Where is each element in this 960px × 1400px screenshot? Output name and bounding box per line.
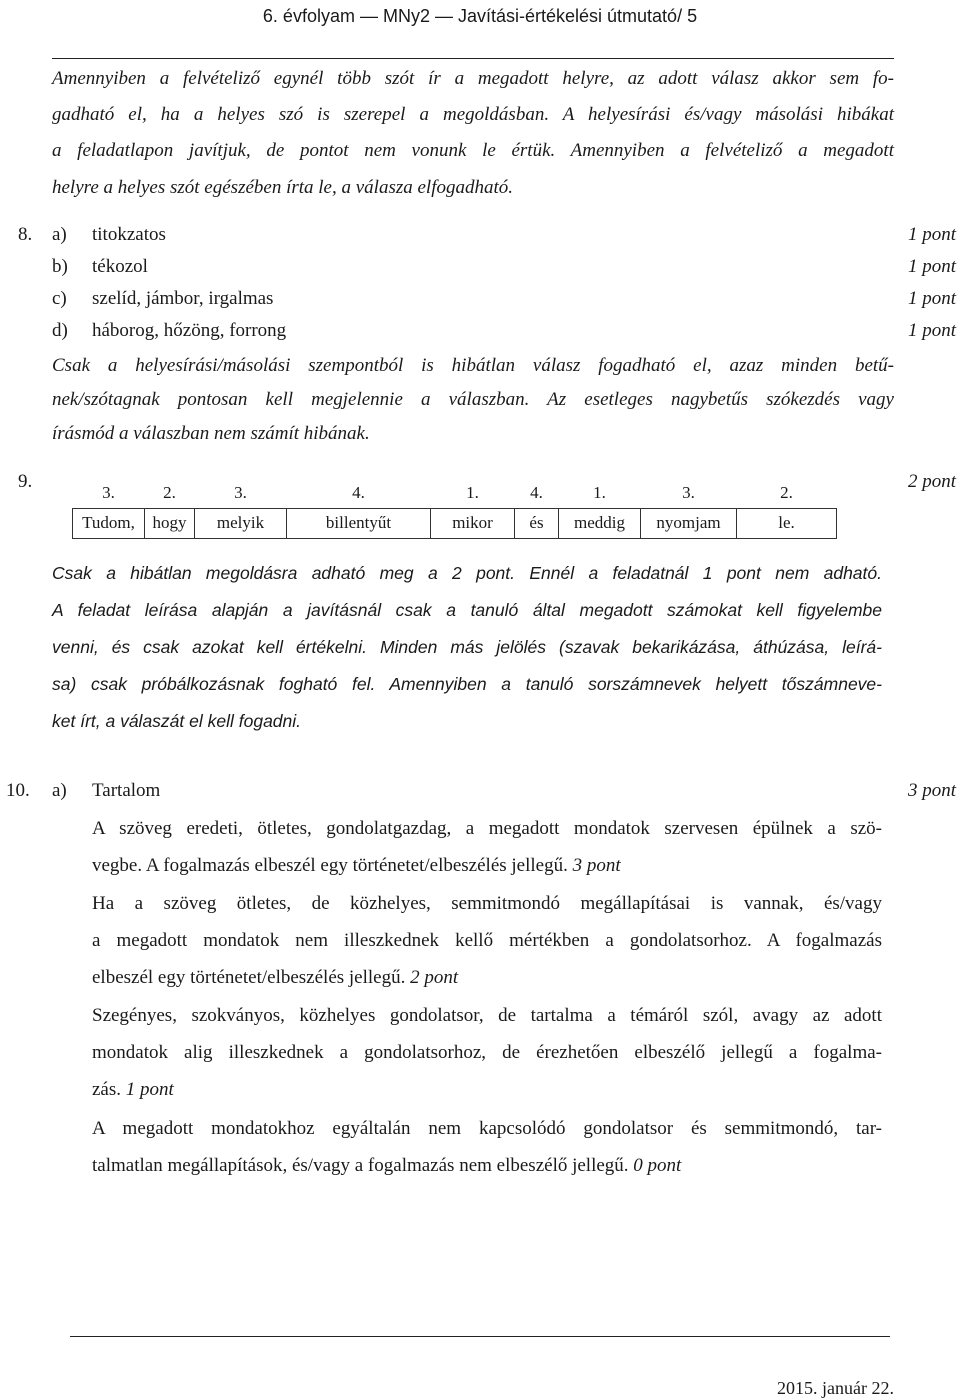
criterion-text: zás. [92, 1079, 122, 1100]
task-points: 3 pont [907, 780, 956, 801]
item-answer: háborog, hőzöng, forrong [92, 320, 287, 341]
order-number: 1. [593, 482, 606, 502]
word-cell: melyik [195, 508, 287, 538]
task-9-note-line: A feladat leírása alapján a javításnál csak a tanuló által megadott számokat kell figyelembe [52, 600, 882, 620]
criterion-line: A megadott mondatokhoz egyáltalán nem kapcsolódó gondolatsor és semmitmondó, tar- [92, 1118, 882, 1139]
criterion-line [92, 847, 621, 884]
item-points: 1 pont [907, 256, 956, 277]
task-points: 2 pont [907, 471, 956, 492]
criterion-line: mondatok alig illeszkednek a gondolatsorhoz, de érezhetően elbeszélő jellegű a fogalma- [92, 1042, 882, 1063]
intro-line: gadható el, ha a helyes szó is szerepel a megoldásban. A helyesírási és/vagy másolási hibákat [52, 104, 894, 125]
order-number: 4. [352, 482, 365, 502]
criterion-text: vegbe. A fogalmazás elbeszél egy történetet/elbeszélés jellegű. [92, 855, 568, 876]
intro-line: a feladatlapon javítjuk, de pontot nem vonunk le értük. Amennyiben a felvételiző a megadott [52, 140, 894, 161]
intro-line: Amennyiben a felvételiző egynél több szót ír a megadott helyre, az adott válasz akkor sem fo- [52, 68, 894, 89]
word-cell: hogy [145, 508, 195, 538]
task-number: 9. [18, 471, 33, 492]
order-number: 1. [466, 482, 479, 502]
task-number: 10. [6, 780, 30, 801]
order-number: 3. [682, 482, 695, 502]
word-cell: és [515, 508, 559, 538]
item-points: 1 pont [907, 320, 956, 341]
task-9-note-line: Csak a hibátlan megoldásra adható meg a 2 pont. Ennél a feladatnál 1 pont nem adható. [52, 563, 882, 583]
item-points: 1 pont [907, 288, 956, 309]
word-cell: mikor [431, 508, 515, 538]
word-cell: nyomjam [641, 508, 737, 538]
criterion-line [92, 1147, 681, 1184]
task-9-note-line: sa) csak próbálkozásnak fogható fel. Amennyiben a tanuló sorszámnevek helyett tőszámneve- [52, 674, 882, 694]
order-number: 3. [234, 482, 247, 502]
item-letter: d) [52, 320, 68, 341]
intro-line: helyre a helyes szót egészében írta le, a válasza elfogadható. [52, 177, 514, 198]
item-letter: b) [52, 256, 68, 277]
criterion-score: 1 pont [125, 1079, 174, 1100]
words-row [73, 508, 837, 538]
item-points: 1 pont [907, 224, 956, 245]
criterion-text: talmatlan megállapítások, és/vagy a fogalmazás nem elbeszélő jellegű. [92, 1155, 629, 1176]
word-cell: meddig [559, 508, 641, 538]
order-number: 4. [530, 482, 543, 502]
criterion-line: A szöveg eredeti, ötletes, gondolatgazdag, a megadott mondatok szervesen épülnek a szö- [92, 818, 882, 839]
task-9-note-line: venni, és csak azokat kell értékelni. Minden más jelölés (szavak bekarikázása, áthúzása, leírá- [52, 637, 882, 657]
word-cell: le. [737, 508, 837, 538]
criterion-line: a megadott mondatok nem illeszkednek kellő mértékben a gondolatsorhoz. A fogalmazás [92, 930, 882, 951]
item-answer: titokzatos [92, 224, 166, 245]
word-cell: billentyűt [287, 508, 431, 538]
criterion-score: 2 pont [410, 967, 459, 988]
criterion-line: Ha a szöveg ötletes, de közhelyes, semmitmondó megállapításai is vannak, és/vagy [92, 893, 882, 914]
item-letter: c) [52, 288, 67, 309]
word-order-table [72, 478, 837, 539]
item-letter: a) [52, 780, 67, 801]
criterion-line: Szegényes, szokványos, közhelyes gondolatsor, de tartalma a témáról szól, avagy az adott [92, 1005, 882, 1026]
order-number: 2. [780, 482, 793, 502]
item-letter: a) [52, 224, 67, 245]
task-number: 8. [18, 224, 33, 245]
header-rule [52, 58, 894, 59]
page-header: 6. évfolyam — MNy2 — Javítási-értékelési útmutató/ 5 [262, 6, 698, 26]
order-numbers-row [73, 478, 837, 508]
item-answer: tékozol [92, 256, 148, 277]
task-8-note-line: Csak a helyesírási/másolási szempontból is hibátlan válasz fogadható el, azaz minden betű- [52, 355, 894, 376]
footer-date: 2015. január 22. [777, 1378, 894, 1398]
task-8-note-line: nek/szótagnak pontosan kell megjelennie a válaszban. Az esetleges nagybetűs szókezdés vagy [52, 389, 894, 410]
task-9-note-line: ket írt, a válaszát el kell fogadni. [52, 711, 302, 731]
footer-rule [70, 1336, 890, 1337]
criterion-text: elbeszél egy történetet/elbeszélés jellegű. [92, 967, 406, 988]
criterion-score: 0 pont [633, 1155, 682, 1176]
criterion-line [92, 959, 458, 996]
criterion-title: Tartalom [92, 780, 161, 801]
word-cell: Tudom, [73, 508, 145, 538]
order-number: 3. [102, 482, 115, 502]
criterion-line [92, 1071, 174, 1108]
criterion-score: 3 pont [572, 855, 621, 876]
order-number: 2. [163, 482, 176, 502]
item-answer: szelíd, jámbor, irgalmas [92, 288, 274, 309]
task-8-note-line: írásmód a válaszban nem számít hibának. [52, 423, 370, 444]
